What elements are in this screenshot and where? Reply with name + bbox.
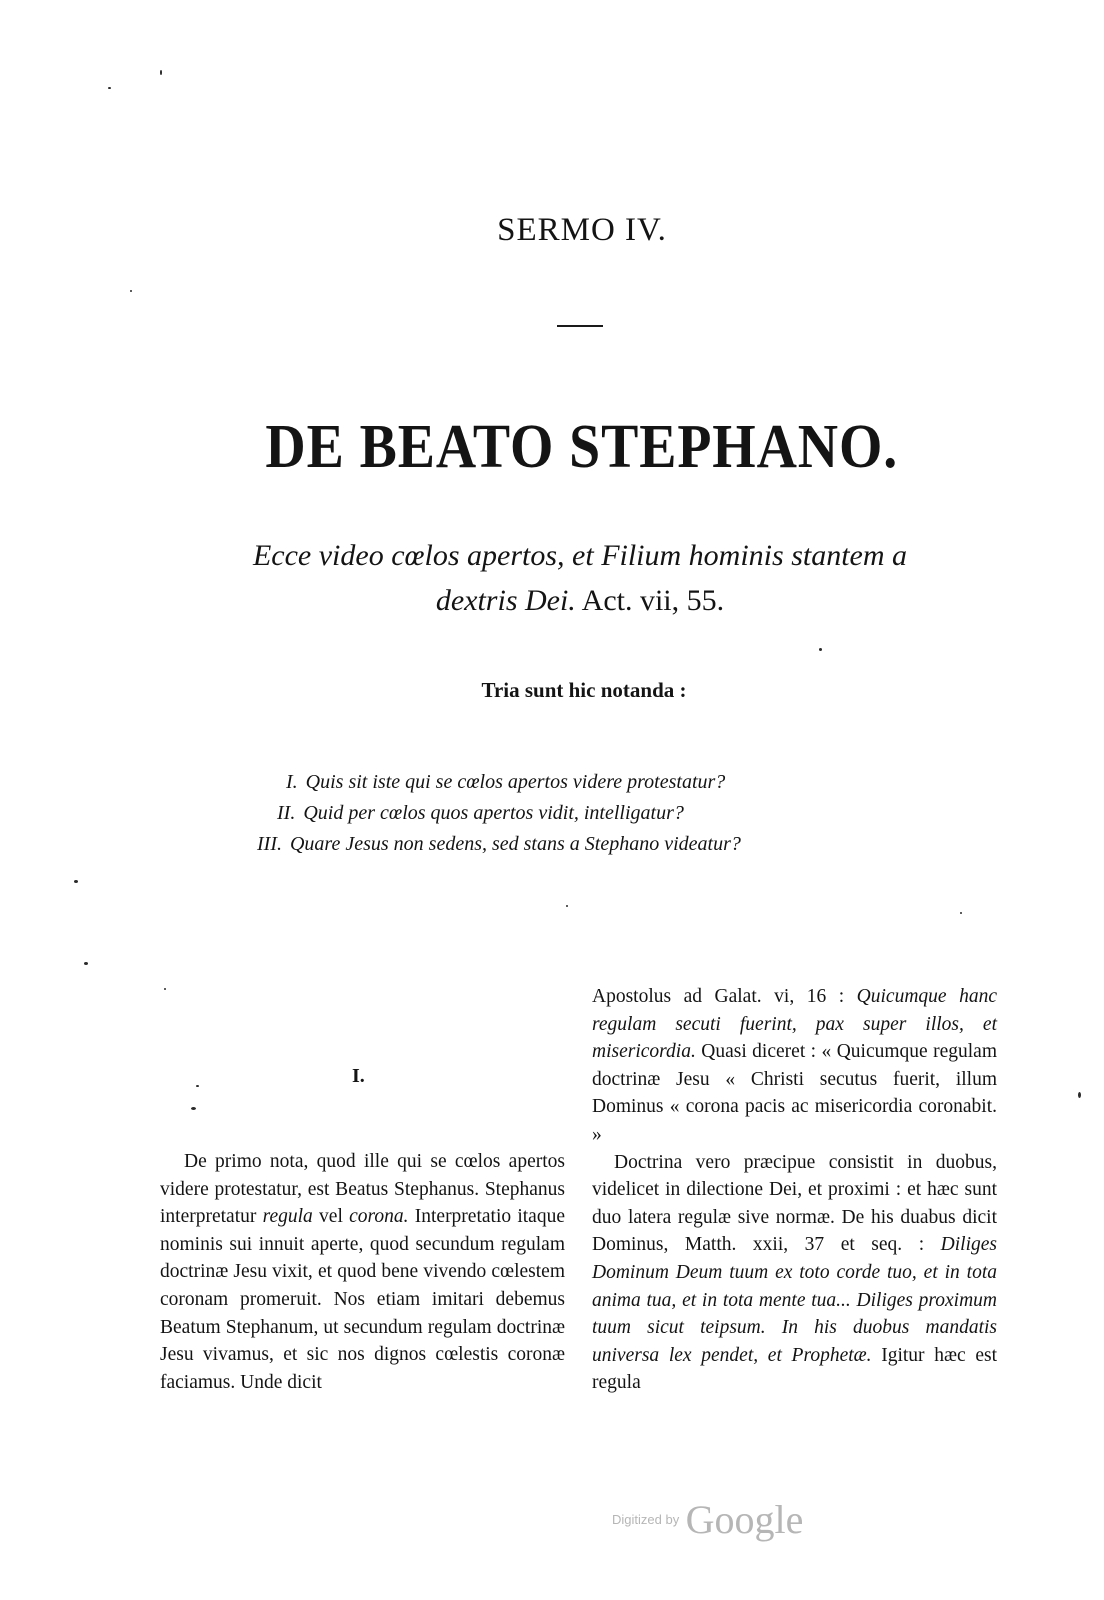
italic-run: Quicumque hanc regulam secuti fuerint, pax super illos, et misericordia. xyxy=(592,986,997,1063)
epigraph-quote-end: dextris Dei. xyxy=(435,584,576,617)
scan-speck xyxy=(130,290,132,292)
question-text: Quis sit iste qui se cœlos apertos videre protestatur? xyxy=(305,771,726,793)
question-item xyxy=(252,767,932,798)
text-run: Quasi diceret : « Quicumque regulam doctrinæ Jesu « Christi secutus fuerit, illum Dominus « corona pacis ac misericordia coronabit. » xyxy=(592,1041,997,1145)
google-logo: Google xyxy=(685,1497,804,1542)
italic-run: regula xyxy=(262,1206,313,1228)
text-run: De primo nota, quod ille qui se cœlos apertos videre protestatur, est Beatus Stephanus. Stephanus interpretatur xyxy=(160,1151,565,1228)
text-run: Igitur hæc est regula xyxy=(592,1344,997,1394)
epigraph-reference: Act. vii, 55. xyxy=(575,584,725,617)
italic-run: Diliges Dominum Deum tuum ex toto corde tuo, et in tota anima tua, et in tota mente tua... Diliges proximum tuum sicut teipsum. In his duobus mandatis universa lex pendet, et Prophetæ. xyxy=(592,1234,997,1366)
title-rule xyxy=(557,325,603,327)
scan-speck xyxy=(108,87,111,89)
paragraph xyxy=(592,1149,997,1397)
epigraph-quote: Ecce video cœlos apertos, et Filium hominis stantem a xyxy=(252,539,908,572)
italic-run: corona. xyxy=(349,1206,409,1228)
sermon-number: SERMO IV. xyxy=(497,212,667,248)
right-column xyxy=(592,983,997,1397)
lead-line: Tria sunt hic notanda : xyxy=(481,678,687,702)
left-column xyxy=(160,1148,565,1396)
paragraph xyxy=(160,1148,565,1396)
scan-speck xyxy=(160,70,162,75)
epigraph xyxy=(180,533,980,623)
sermon-title: DE BEATO STEPHANO. xyxy=(265,413,899,481)
scan-speck xyxy=(84,962,88,965)
scan-speck xyxy=(196,1085,199,1087)
text-run: Interpretatio itaque nominis sui innuit aperte, quod secundum regulam doctrinæ Jesu vixit, et quod bene vivendo cœlestem coronam promeruit. Nos etiam imitari debemus Beatum Stephanum, ut secundum regulam doctrinæ Jesu vivamus, et sic nos dignos cœlestis coronæ faciamus. Unde dicit xyxy=(160,1206,565,1393)
scan-speck xyxy=(164,988,166,990)
scan-speck xyxy=(566,905,568,907)
paragraph xyxy=(592,983,997,1149)
scan-speck xyxy=(1078,1092,1081,1098)
question-text: Quid per cœlos quos apertos vidit, intelligatur? xyxy=(303,802,684,824)
question-item xyxy=(252,798,932,829)
question-text: Quare Jesus non sedens, sed stans a Stephano videatur? xyxy=(289,833,741,855)
scan-speck xyxy=(960,912,962,914)
text-run: Apostolus ad Galat. vi, 16 : xyxy=(592,986,857,1007)
text-run: vel xyxy=(312,1206,350,1228)
scan-speck xyxy=(74,880,78,883)
scan-speck xyxy=(819,648,822,651)
question-number: II. xyxy=(277,802,296,824)
scan-speck xyxy=(191,1107,196,1110)
text-run: Doctrina vero præcipue consistit in duobus, videlicet in dilectione Dei, et proximi : et hæc sunt duo latera regulæ sive normæ. De his duabus dicit Dominus, Matth. xxii, 37 et seq. : xyxy=(592,1151,997,1256)
watermark-prefix: Digitized by xyxy=(612,1512,680,1527)
question-item xyxy=(252,829,932,860)
digitized-watermark xyxy=(612,1496,803,1543)
question-number: I. xyxy=(286,771,298,793)
section-heading: I. xyxy=(352,1065,365,1087)
question-number: III. xyxy=(257,833,282,855)
questions-list xyxy=(252,767,932,860)
